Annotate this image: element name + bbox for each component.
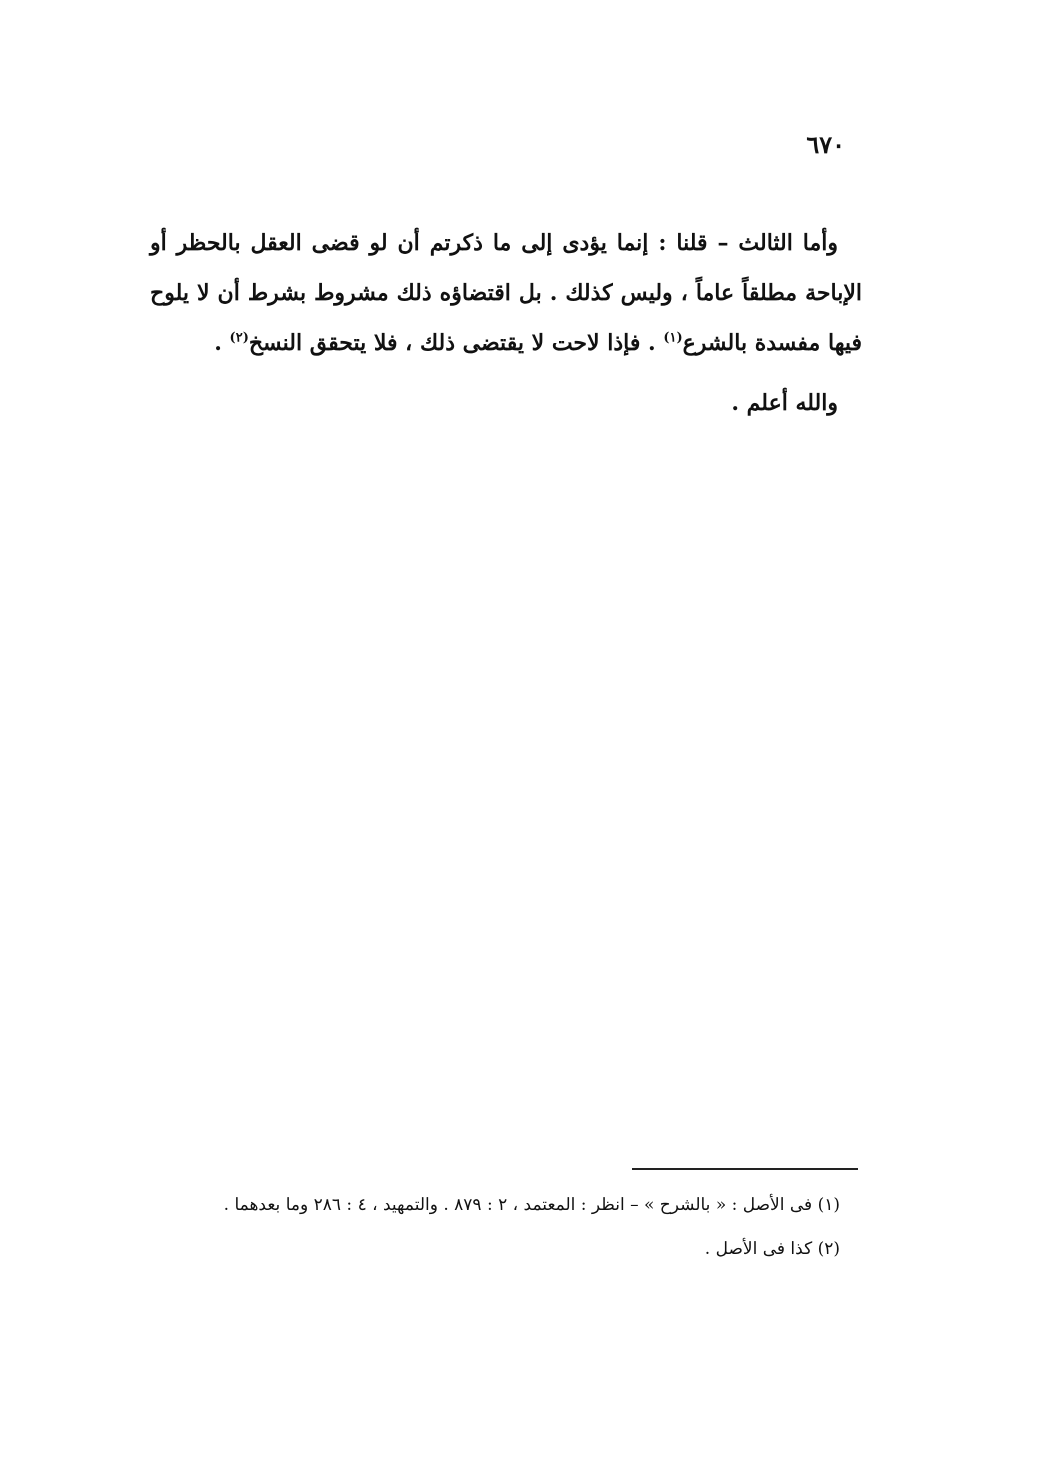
footnote-ref-1: (١) xyxy=(663,330,683,346)
page-number: ٦٧٠ xyxy=(806,130,845,159)
closing-line: والله أعلم . xyxy=(731,390,838,416)
footnotes xyxy=(150,1186,862,1268)
paragraph-text-part-2: . فإذا لاحت لا يقتضى ذلك ، فلا يتحقق النسخ xyxy=(248,330,664,356)
footnote-1: (١) فى الأصل : « بالشرح » – انظر : المعتمد ، ٢ : ٨٧٩ . والتمهيد ، ٤ : ٢٨٦ وما بعدهما . xyxy=(223,1195,840,1215)
footnote-separator xyxy=(632,1168,858,1170)
main-text xyxy=(150,218,862,428)
footnote-2: (٢) كذا فى الأصل . xyxy=(704,1239,840,1259)
footnote-ref-2: (٢) xyxy=(229,330,249,346)
paragraph-text-part-1: وأما الثالث – قلنا : إنما يؤدى إلى ما ذكرتم أن لو قضى العقل بالحظر أو الإباحة مطلقاً عاماً ، وليس كذلك . بل اقتضاؤه ذلك مشروط بشرط أن لا يلوح فيها مفسدة بالشرع xyxy=(150,230,862,356)
paragraph-text-part-3: . xyxy=(214,330,230,356)
paragraph-third-objection xyxy=(150,218,862,368)
